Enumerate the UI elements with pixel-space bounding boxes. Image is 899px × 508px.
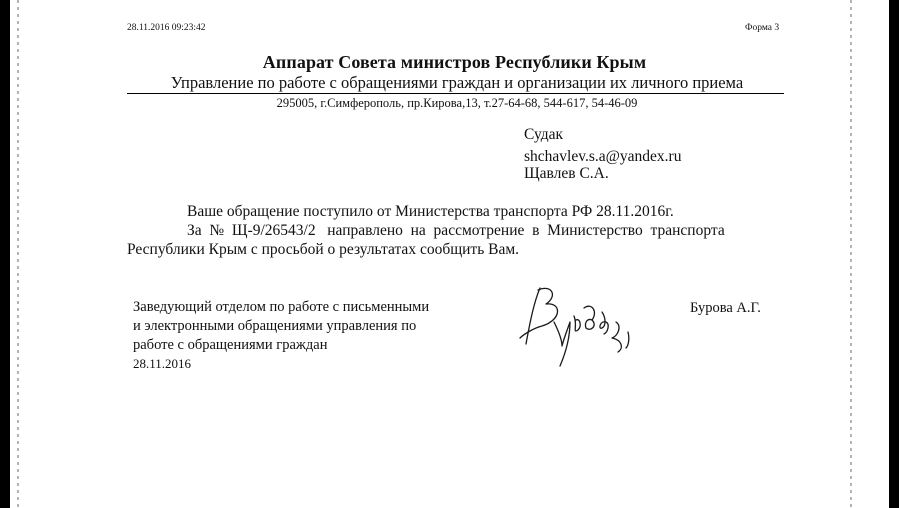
signatory-date: 28.11.2016 xyxy=(133,356,192,371)
handwritten-signature xyxy=(512,282,642,378)
form-label: Форма 3 xyxy=(745,23,780,33)
print-datetime: 28.11.2016 09:23:42 xyxy=(127,23,206,33)
signatory-position-line-1: Заведующий отделом по работе с письменными xyxy=(133,299,430,315)
signatory-name: Бурова А.Г. xyxy=(690,300,761,316)
recipient-email: shchavlev.s.a@yandex.ru xyxy=(524,148,682,165)
recipient-name: Щавлев С.А. xyxy=(524,165,609,182)
recipient-city: Судак xyxy=(524,126,564,143)
body-line-1: Ваше обращение поступило от Министерства транспорта РФ 28.11.2016г. xyxy=(187,203,674,220)
signatory-position-line-2: и электронными обращениями управления по xyxy=(133,318,417,334)
organization-address: 295005, г.Симферополь, пр.Кирова,13, т.27-64-68, 544-617, 54-46-09 xyxy=(276,96,638,110)
department-name: Управление по работе с обращениями граждан и организации их личного приема xyxy=(170,73,744,92)
body-line-3: Республики Крым с просьбой о результатах сообщить Вам. xyxy=(127,241,520,258)
body-line-2: За № Щ-9/26543/2 направлено на рассмотрение в Министерство транспорта xyxy=(187,222,725,239)
organization-title: Аппарат Совета министров Республики Крым xyxy=(262,52,647,72)
header-rule xyxy=(127,93,784,94)
signatory-position-line-3: работе с обращениями граждан xyxy=(133,337,328,353)
